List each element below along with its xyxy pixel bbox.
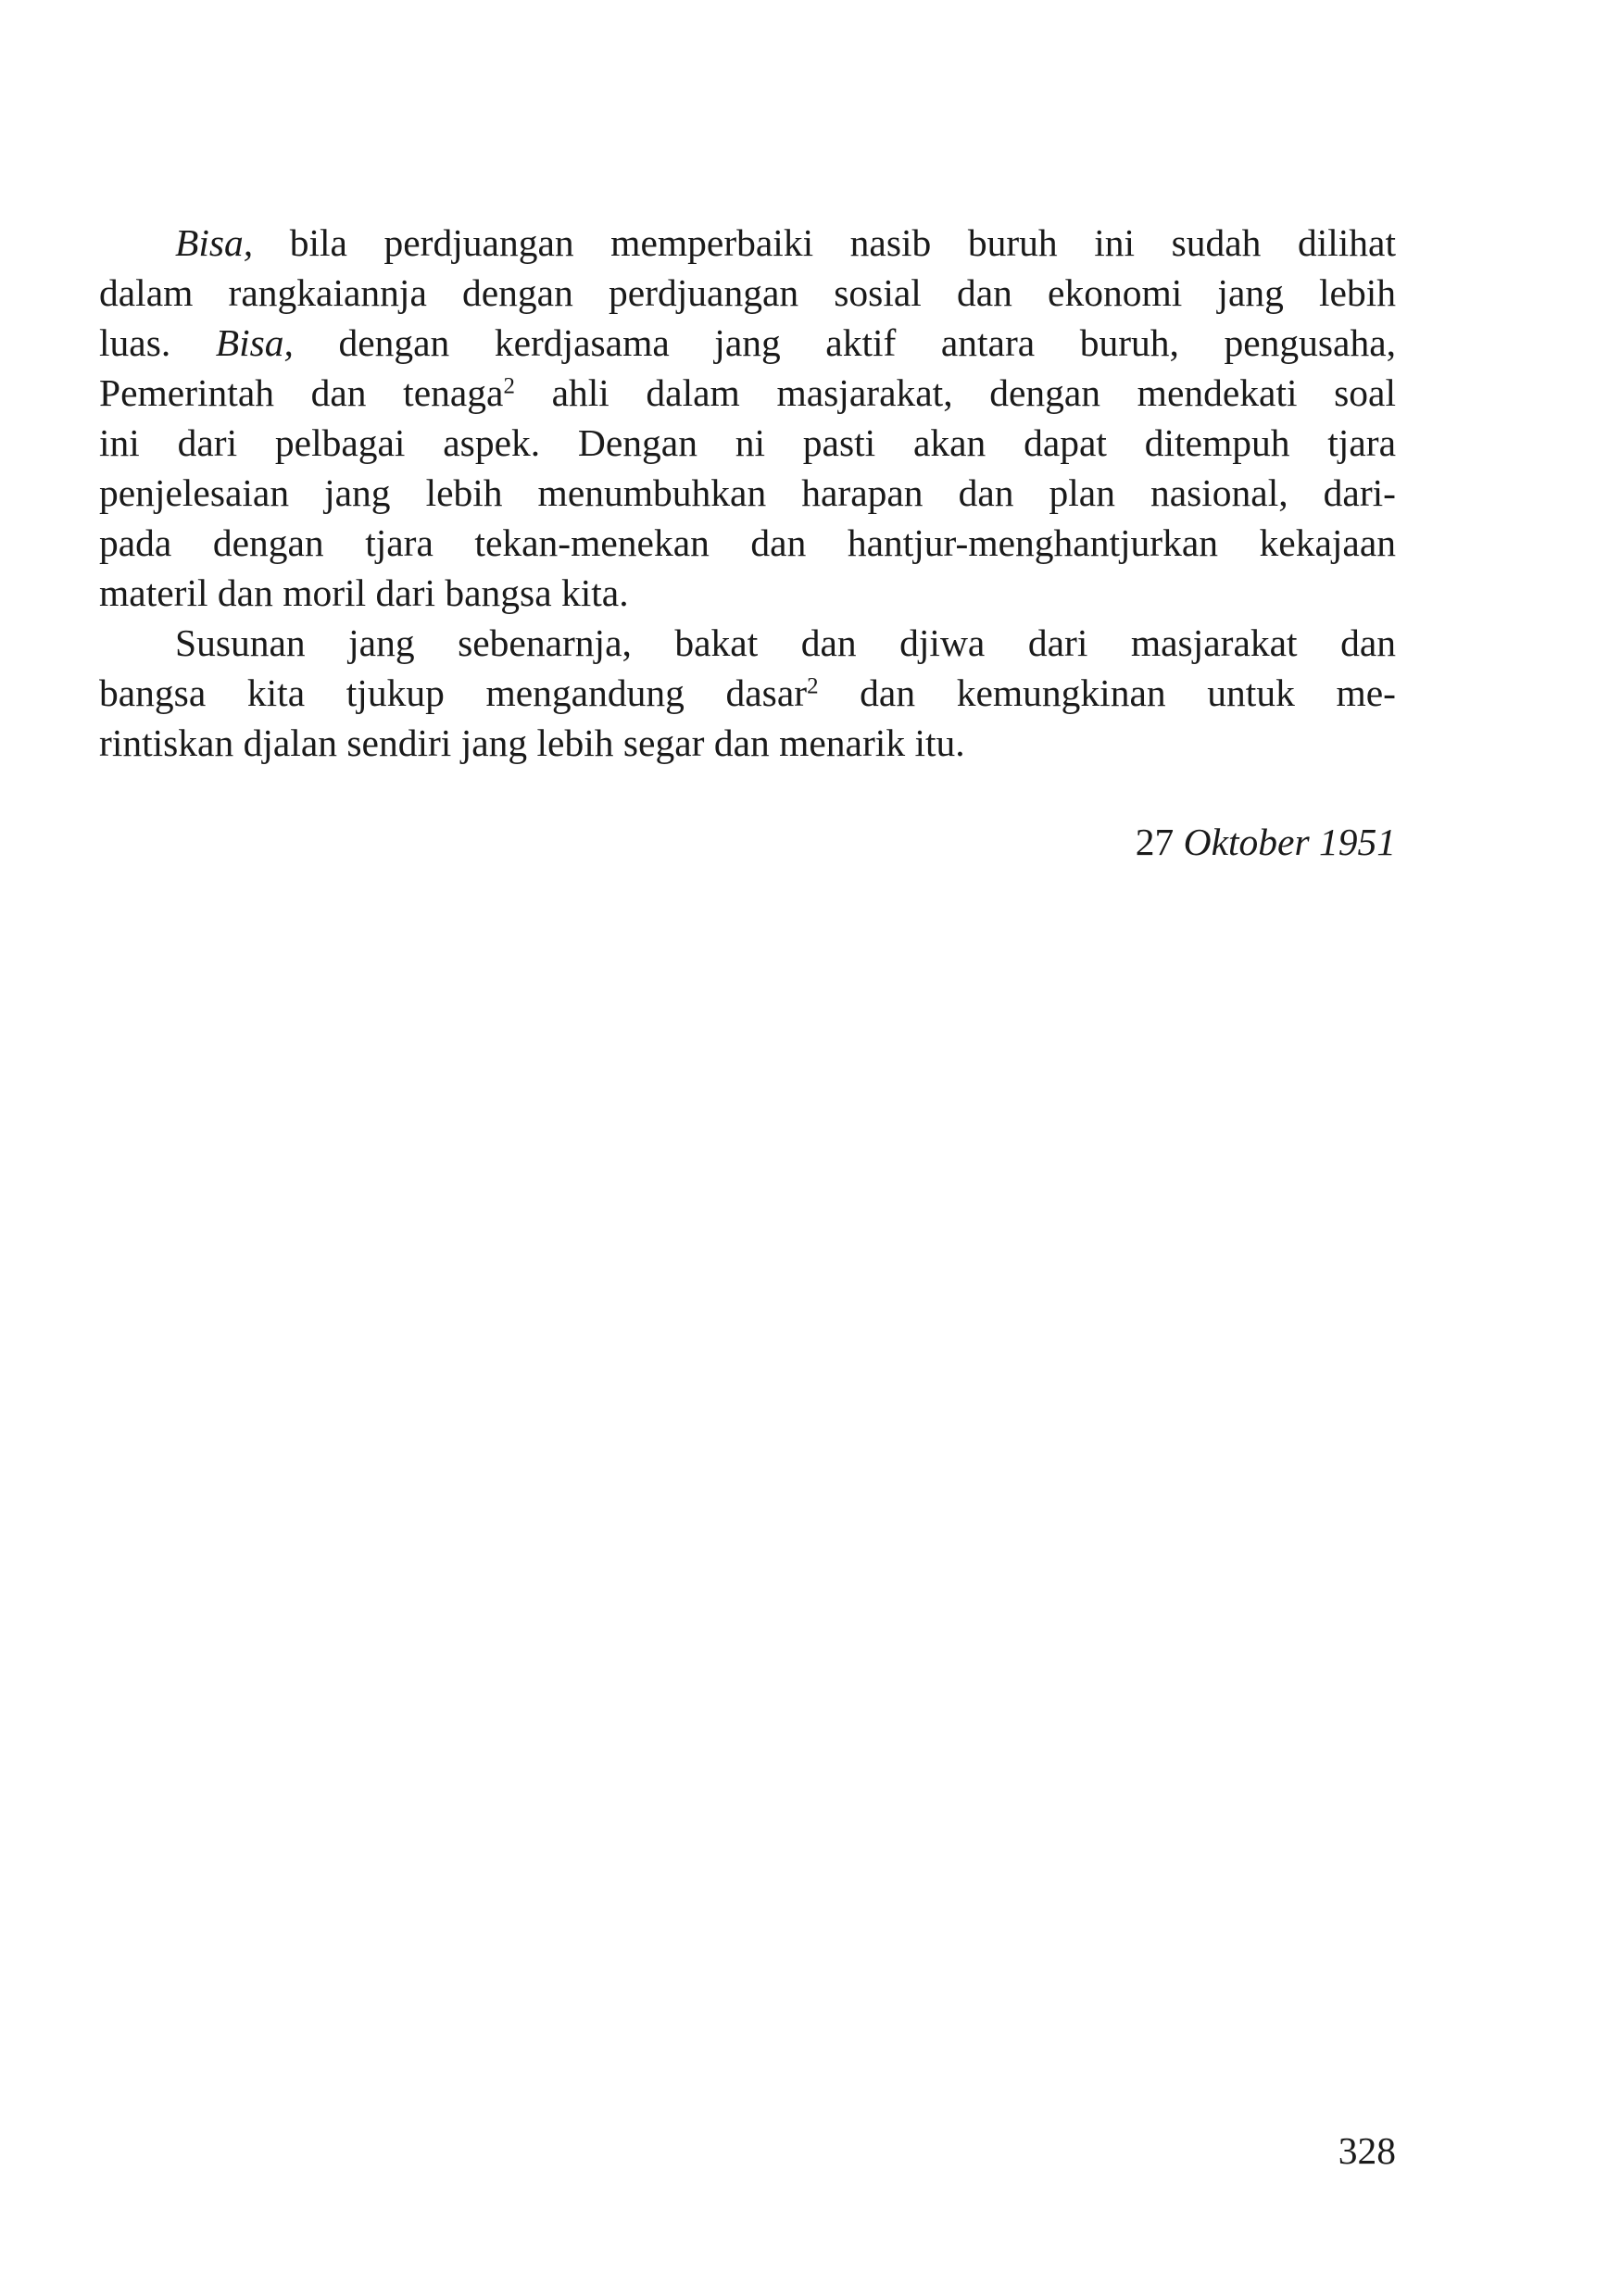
line-text: dan kemungkinan untuk me- (818, 671, 1396, 714)
text-line: ini dari pelbagai aspek. Dengan ni pasti akan dapat ditempuh tjara (99, 421, 1396, 464)
paragraph-1 (99, 218, 1396, 618)
text-line (99, 668, 1396, 718)
line-text: dengan kerdjasama jang aktif antara buruh, pengusaha, (293, 321, 1396, 364)
line-text: bangsa kita tjukup mengandung dasar (99, 671, 808, 714)
text-line: rintiskan djalan sendiri jang lebih segar dan menarik itu. (99, 721, 965, 764)
page-number: 328 (1338, 2129, 1396, 2172)
superscript: 2 (503, 373, 515, 399)
line-text: ahli dalam masjarakat, dengan mendekati soal (514, 371, 1397, 414)
text-line (99, 318, 1396, 368)
line-text: luas. (99, 321, 216, 364)
date-month-year: Oktober 1951 (1183, 821, 1396, 863)
text-line (99, 368, 1396, 418)
superscript: 2 (807, 673, 819, 699)
italic-word: Bisa, (215, 321, 294, 364)
date-day: 27 (1135, 821, 1175, 863)
text-line: penjelesaian jang lebih menumbuhkan harapan dan plan nasional, dari- (99, 471, 1396, 514)
italic-word: Bisa, (175, 221, 254, 264)
body-text (99, 218, 1396, 768)
text-line: materil dan moril dari bangsa kita. (99, 571, 629, 614)
line-text: Pemerintah dan tenaga (99, 371, 504, 414)
text-line: Susunan jang sebenarnja, bakat dan djiwa dari masjarakat dan (175, 621, 1396, 664)
text-line: pada dengan tjara tekan-menekan dan hantjur-menghantjurkan kekajaan (99, 521, 1396, 564)
paragraph-2 (99, 618, 1396, 768)
text-line: dalam rangkaiannja dengan perdjuangan sosial dan ekonomi jang lebih (99, 271, 1396, 314)
line-text: bila perdjuangan memperbaiki nasib buruh ini sudah dilihat (253, 221, 1396, 264)
date-line (1136, 817, 1396, 867)
text-line (99, 218, 1396, 268)
